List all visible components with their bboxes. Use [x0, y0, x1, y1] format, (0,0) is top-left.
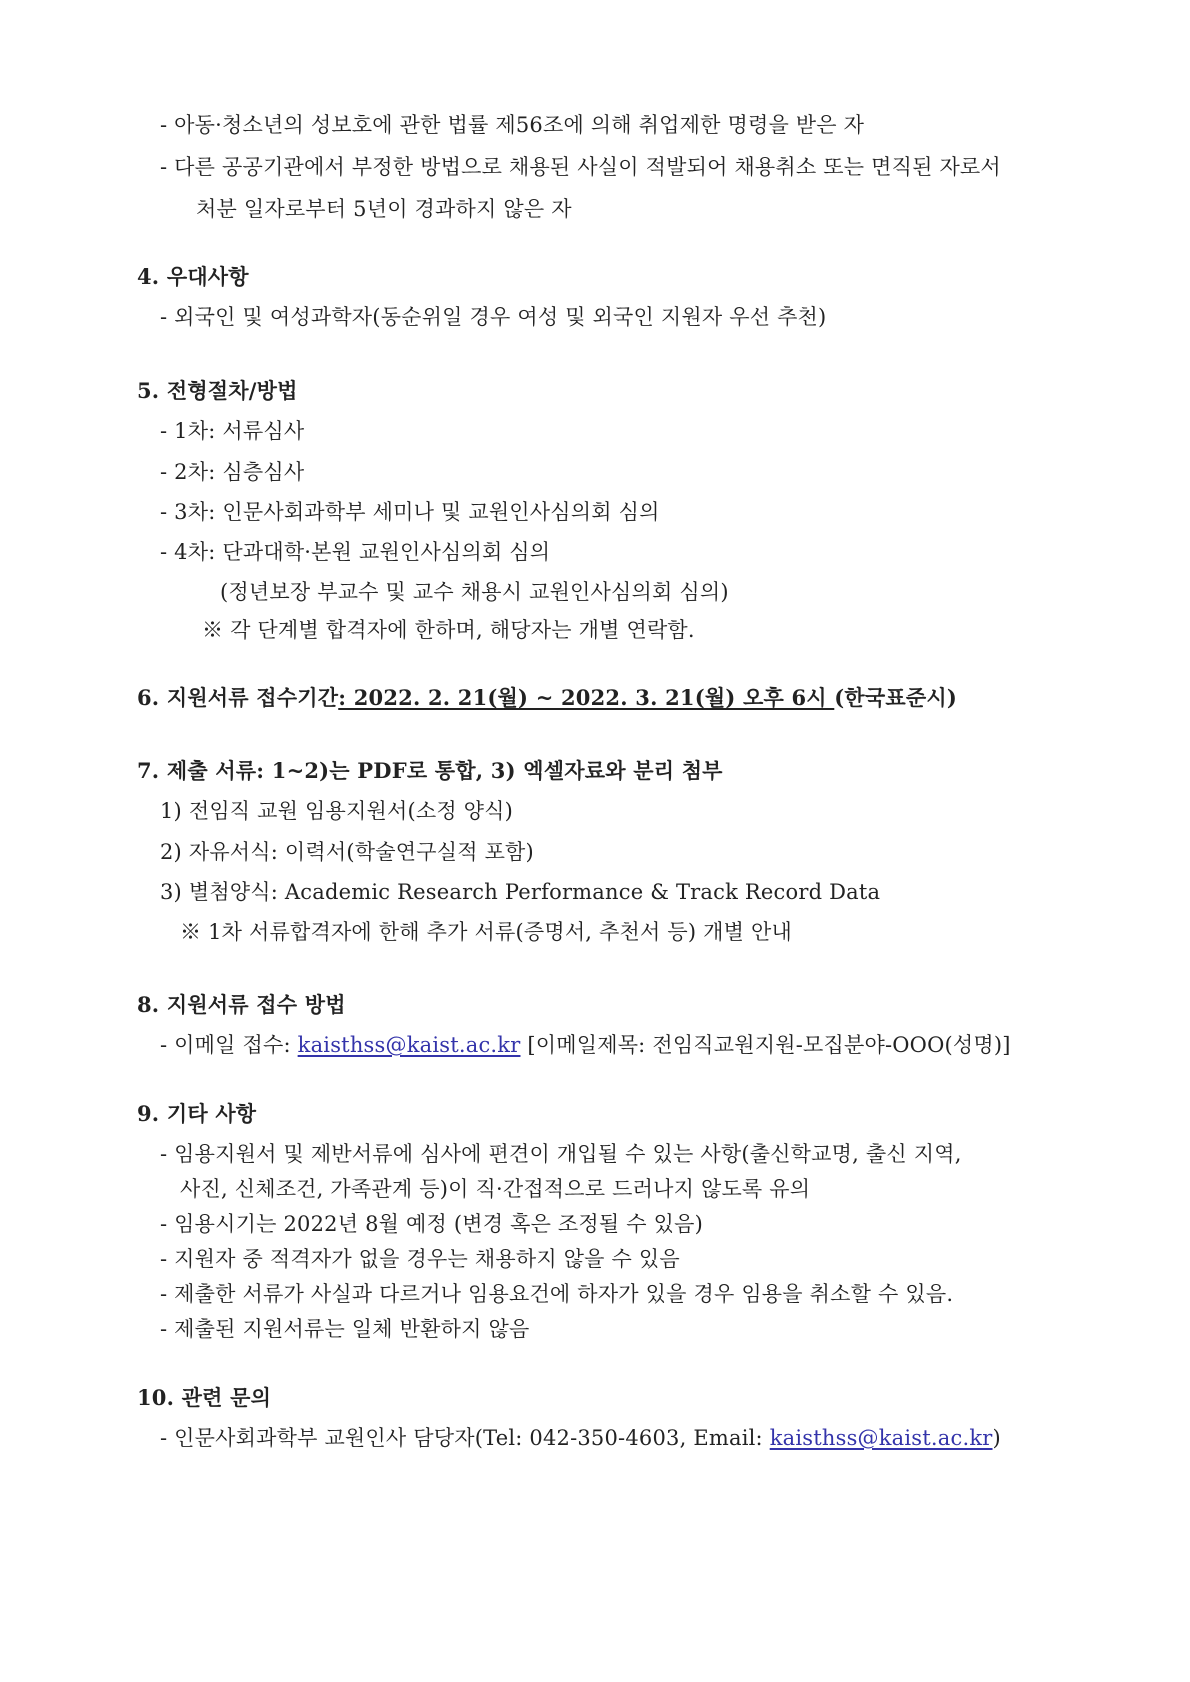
- submission-email-link[interactable]: kaisthss@kaist.ac.kr: [297, 1033, 521, 1057]
- application-period-timezone: (한국표준시): [834, 685, 957, 710]
- procedure-step-2: - 2차: 심층심사: [160, 460, 305, 484]
- contact-close-paren: ): [992, 1426, 1001, 1450]
- other-item-5: - 제출된 지원서류는 일체 반환하지 않음: [160, 1317, 530, 1341]
- application-period: : 2022. 2. 21(월) ~ 2022. 3. 21(월) 오후 6시: [338, 685, 835, 710]
- other-item-2: - 임용시기는 2022년 8월 예정 (변경 혹은 조정될 수 있음): [160, 1212, 703, 1236]
- procedure-note: ※ 각 단계별 합격자에 한하며, 해당자는 개별 연락함.: [202, 618, 695, 642]
- procedure-step-4-note: (정년보장 부교수 및 교수 채용시 교원인사심의회 심의): [220, 580, 729, 604]
- section-6-title: 6. 지원서류 접수기간: [137, 685, 339, 710]
- contact-label: - 인문사회과학부 교원인사 담당자(Tel: 042-350-4603, Email:: [160, 1426, 770, 1450]
- disqualification-item-2: - 다른 공공기관에서 부정한 방법으로 채용된 사실이 적발되어 채용취소 또는 면직된 자로서: [160, 155, 1001, 179]
- procedure-step-3: - 3차: 인문사회과학부 세미나 및 교원인사심의회 심의: [160, 500, 660, 524]
- other-item-4: - 제출한 서류가 사실과 다르거나 임용요건에 하자가 있을 경우 임용을 취소할 수 있음.: [160, 1282, 954, 1306]
- disqualification-item-1: - 아동·청소년의 성보호에 관한 법률 제56조에 의해 취업제한 명령을 받은 자: [160, 113, 865, 137]
- procedure-step-1: - 1차: 서류심사: [160, 419, 305, 443]
- disqualification-item-2-cont: 처분 일자로부터 5년이 경과하지 않은 자: [196, 197, 572, 221]
- section-9-heading: 9. 기타 사항: [137, 1101, 257, 1126]
- submission-method: [160, 1031, 1011, 1059]
- document-item-3: 3) 별첨양식: Academic Research Performance & Track Record Data: [160, 880, 881, 904]
- section-10-heading: 10. 관련 문의: [137, 1385, 272, 1410]
- section-7-heading: 7. 제출 서류: 1~2)는 PDF로 통합, 3) 엑셀자료와 분리 첨부: [137, 758, 723, 783]
- submission-method-label: - 이메일 접수:: [160, 1033, 298, 1057]
- section-8-heading: 8. 지원서류 접수 방법: [137, 992, 346, 1017]
- document-item-1: 1) 전임직 교원 임용지원서(소정 양식): [160, 799, 514, 823]
- contact-email-link[interactable]: kaisthss@kaist.ac.kr: [769, 1426, 993, 1450]
- section-6-heading: [137, 684, 957, 712]
- preference-item: - 외국인 및 여성과학자(동순위일 경우 여성 및 외국인 지원자 우선 추천): [160, 305, 827, 329]
- other-item-1: - 임용지원서 및 제반서류에 심사에 편견이 개입될 수 있는 사항(출신학교명, 출신 지역,: [160, 1142, 962, 1166]
- document-note: ※ 1차 서류합격자에 한해 추가 서류(증명서, 추천서 등) 개별 안내: [180, 920, 792, 944]
- section-5-heading: 5. 전형절차/방법: [137, 378, 298, 403]
- section-4-heading: 4. 우대사항: [137, 264, 249, 289]
- document-item-2: 2) 자유서식: 이력서(학술연구실적 포함): [160, 840, 534, 864]
- procedure-step-4: - 4차: 단과대학·본원 교원인사심의회 심의: [160, 540, 551, 564]
- email-subject-format: [이메일제목: 전임직교원지원-모집분야-OOO(성명)]: [520, 1033, 1011, 1057]
- other-item-1-cont: 사진, 신체조건, 가족관계 등)이 직·간접적으로 드러나지 않도록 유의: [180, 1177, 811, 1201]
- other-item-3: - 지원자 중 적격자가 없을 경우는 채용하지 않을 수 있음: [160, 1247, 680, 1271]
- contact-line: [160, 1424, 1001, 1452]
